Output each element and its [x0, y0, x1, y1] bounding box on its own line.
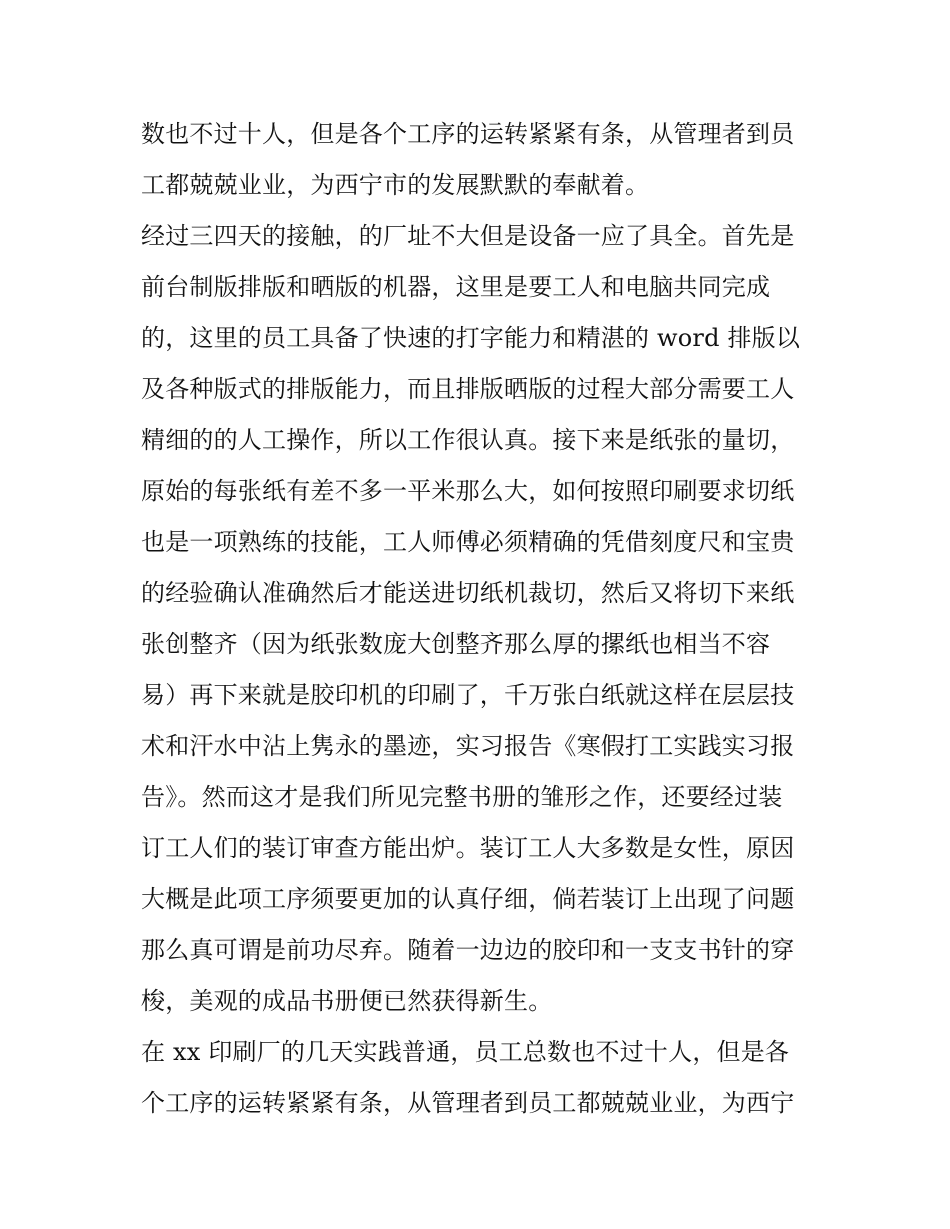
text-line: 及各种版式的排版能力，而且排版晒版的过程大部分需要工人: [141, 375, 795, 403]
text-line: 前台制版排版和晒版的机器，这里是要工人和电脑共同完成: [141, 273, 771, 301]
text-line: 数也不过十人，但是各个工序的运转紧紧有条，从管理者到员: [141, 120, 795, 148]
text-line: 梭，美观的成品书册便已然获得新生。: [141, 987, 553, 1015]
text-line: 个工序的运转紧紧有条，从管理者到员工都兢兢业业，为西宁: [141, 1089, 795, 1117]
text-line: 经过三四天的接触，的厂址不大但是设备一应了具全。首先是: [141, 222, 795, 250]
paragraph-2: [141, 211, 821, 1027]
paragraph-1: [141, 109, 821, 211]
text-line: 易）再下来就是胶印机的印刷了，千万张白纸就这样在层层技: [141, 681, 795, 709]
text-line: 工都兢兢业业，为西宁市的发展默默的奉献着。: [141, 171, 650, 199]
paragraph-3: [141, 1027, 821, 1129]
text-line: 精细的的人工操作，所以工作很认真。接下来是纸张的量切，: [141, 426, 795, 454]
document-body: [141, 109, 821, 1129]
text-line: 那么真可谓是前功尽弃。随着一边边的胶印和一支支书针的穿: [141, 936, 795, 964]
text-line: 张创整齐（因为纸张数庞大创整齐那么厚的摞纸也相当不容: [141, 630, 771, 658]
text-line: 大概是此项工序须要更加的认真仔细，倘若装订上出现了问题: [141, 885, 795, 913]
text-line: 订工人们的装订审查方能出炉。装订工人大多数是女性，原因: [141, 834, 795, 862]
text-line: 的，这里的员工具备了快速的打字能力和精湛的 word 排版以: [141, 324, 801, 352]
text-line: 原始的每张纸有差不多一平米那么大，如何按照印刷要求切纸: [141, 477, 795, 505]
text-line: 在 xx 印刷厂的几天实践普通，员工总数也不过十人，但是各: [141, 1038, 790, 1066]
text-line: 也是一项熟练的技能，工人师傅必须精确的凭借刻度尺和宝贵: [141, 528, 795, 556]
text-line: 术和汗水中沾上隽永的墨迹，实习报告《寒假打工实践实习报: [141, 732, 795, 760]
text-line: 的经验确认准确然后才能送进切纸机裁切，然后又将切下来纸: [141, 579, 795, 607]
text-line: 告》。然而这才是我们所见完整书册的雏形之作，还要经过装: [141, 783, 783, 811]
